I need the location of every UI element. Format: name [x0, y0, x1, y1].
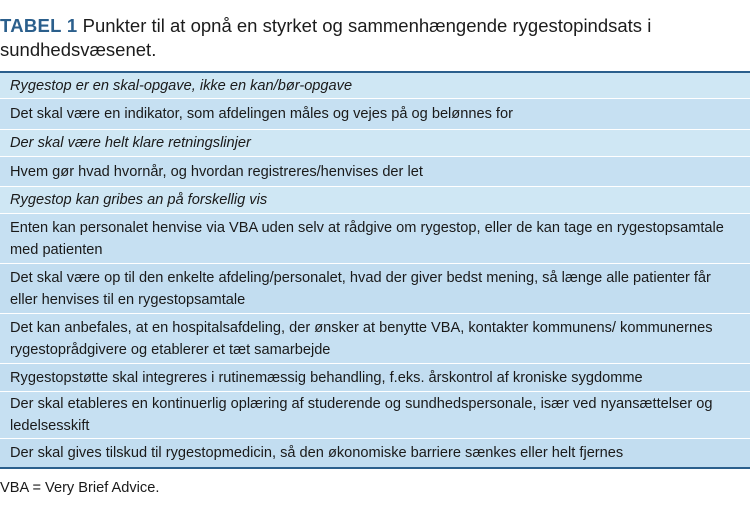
- row-text: Det skal være op til den enkelte afdeling/personalet, hvad der giver bedst mening, så længe alle patienter får eller henvises til en rygestopsamtale: [10, 269, 711, 308]
- table-caption: [0, 14, 740, 62]
- table-row: [0, 392, 750, 439]
- row-text: Der skal etableres en kontinuerlig oplæring af studerende og sundhedspersonale, især ved nyansættelser og ledelsesskift: [10, 396, 713, 434]
- table-row: [0, 314, 750, 364]
- row-text: Rygestopstøtte skal integreres i rutinemæssig behandling, f.eks. årskontrol af kroniske sygdomme: [10, 369, 643, 386]
- row-text: Hvem gør hvad hvornår, og hvordan registreres/henvises der let: [10, 163, 423, 180]
- table-row: [0, 364, 750, 392]
- table-row-heading: [0, 130, 750, 157]
- table-label: TABEL 1: [0, 15, 78, 36]
- row-text: Rygestop kan gribes an på forskellig vis: [10, 192, 268, 208]
- row-text: Rygestop er en skal-opgave, ikke en kan/bør-opgave: [10, 77, 353, 94]
- row-text: Der skal gives tilskud til rygestopmedicin, så den økonomiske barriere sænkes eller helt fjernes: [10, 445, 624, 461]
- row-text: Det skal være en indikator, som afdelingen måles og vejes på og belønnes for: [10, 106, 513, 122]
- table-row: [0, 99, 750, 130]
- row-text: Enten kan personalet henvise via VBA uden selv at rådgive om rygestop, eller de kan tage en rygestopsamtale med patienten: [10, 219, 724, 258]
- table-row-heading: [0, 187, 750, 214]
- table-row-heading: [0, 73, 750, 99]
- table-row: [0, 264, 750, 314]
- table-row: [0, 157, 750, 187]
- row-text: Det kan anbefales, at en hospitalsafdeling, der ønsker at benytte VBA, kontakter kommunens/ kommunernes rygestoprådgivere og etablerer et tæt samarbejde: [10, 319, 713, 358]
- table-row: [0, 214, 750, 264]
- table-row: [0, 439, 750, 467]
- recommendations-table: [0, 71, 750, 469]
- table-footnote: VBA = Very Brief Advice.: [0, 480, 160, 496]
- table-title: Punkter til at opnå en styrket og sammenhængende rygestopindsats i sundhedsvæsenet.: [0, 15, 652, 60]
- row-text: Der skal være helt klare retningslinjer: [10, 135, 251, 151]
